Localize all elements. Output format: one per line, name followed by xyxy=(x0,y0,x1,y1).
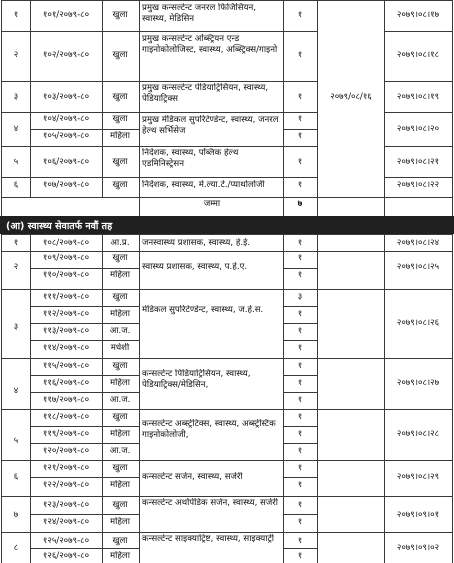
grid-line xyxy=(30,306,139,307)
row-category: महिला xyxy=(110,309,130,319)
row-category: खुला xyxy=(112,412,128,422)
row-code: ११८/२०७९-८० xyxy=(42,412,90,422)
exam-date: २०७९/०८/१६ xyxy=(330,92,372,102)
grid-line xyxy=(1,31,317,32)
row-date: २०७९।०८।२२ xyxy=(396,180,440,190)
section-heading: (आ) स्वास्थ्य सेवातर्फ नवौं तह xyxy=(6,221,113,232)
grid-line xyxy=(283,548,317,549)
grid-line xyxy=(1,146,317,147)
row-count: १ xyxy=(297,270,303,280)
row-count: १ xyxy=(297,253,303,263)
row-count: १ xyxy=(297,114,303,124)
grid-line xyxy=(139,234,140,563)
row-count: १ xyxy=(297,309,303,319)
row-count: १ xyxy=(297,343,303,353)
row-count: १ xyxy=(297,500,303,510)
row-post: कन्सल्टेन्ट साइक्याट्रिष्ट, स्वास्थ्य, साइक्याट्री xyxy=(142,534,275,544)
grid-line xyxy=(30,392,139,393)
row-code: ११६/२०७९-८० xyxy=(42,378,90,388)
row-count: १ xyxy=(297,463,303,473)
grid-line xyxy=(1,177,317,178)
row-count: १ xyxy=(297,10,303,20)
row-count: १ xyxy=(297,429,303,439)
row-serial: ३ xyxy=(13,92,19,102)
grid-line xyxy=(30,129,139,130)
row-post: कन्सल्टेन्ट पिडियाट्रिसियन, स्वास्थ्य, पेडियाट्रिक्स/मेडिसिन, xyxy=(142,369,251,390)
grid-line xyxy=(283,477,317,478)
row-code: १२४/२०७९-८० xyxy=(42,517,90,527)
row-category: महिला xyxy=(110,270,130,280)
row-category: आ.ज. xyxy=(109,395,131,405)
grid-line xyxy=(102,0,103,198)
grid-line xyxy=(30,443,139,444)
row-date: २०७९।०९।०२ xyxy=(396,543,440,553)
grid-line xyxy=(384,112,453,113)
row-date: २०७९।०८।२० xyxy=(396,124,440,134)
row-date: २०७९।०८।२९ xyxy=(396,472,440,482)
grid-line xyxy=(283,306,317,307)
row-serial: २ xyxy=(13,50,19,60)
grid-line xyxy=(317,0,318,216)
row-code: १०७/२०७९-८० xyxy=(42,180,90,190)
row-code: १०८/२०७९-८० xyxy=(42,238,90,248)
row-date: २०७९।०८।२७ xyxy=(396,378,440,388)
row-category: महिला xyxy=(110,131,130,141)
grid-line xyxy=(1,358,453,359)
row-code: ११९/२०७९-८० xyxy=(42,429,90,439)
row-code: १२०/२०७९-८० xyxy=(42,446,90,456)
grid-line xyxy=(30,340,139,341)
grid-line xyxy=(1,0,453,1)
row-serial: ८ xyxy=(13,543,19,553)
row-code: ११२/२०७९-८० xyxy=(42,309,90,319)
row-category: खुला xyxy=(112,536,128,546)
row-count: १ xyxy=(297,412,303,422)
grid-line xyxy=(30,0,31,198)
row-category: खुला xyxy=(112,10,128,20)
row-category: खुला xyxy=(112,92,128,102)
row-category: खुला xyxy=(112,361,128,371)
grid-line xyxy=(1,197,453,198)
row-count: १ xyxy=(297,446,303,456)
row-category: महिला xyxy=(110,480,130,490)
row-category: महिला xyxy=(110,378,130,388)
row-category: मधेशी xyxy=(110,343,130,353)
row-post: निर्देशक, स्वास्थ्य, पब्लिक हेल्थ एडमिनिस्ट्रेसन xyxy=(142,148,239,169)
section-heading-band xyxy=(0,216,454,234)
row-category: खुला xyxy=(112,157,128,167)
row-count: १ xyxy=(297,378,303,388)
grid-line xyxy=(1,234,453,235)
row-count: १ xyxy=(297,92,303,102)
row-code: १२३/२०७९-८० xyxy=(42,500,90,510)
row-date: २०७९।०८।२६ xyxy=(396,318,440,328)
grid-line xyxy=(384,177,453,178)
row-date: २०७९।०८।२४ xyxy=(396,238,440,248)
row-category: आ.ज. xyxy=(109,326,131,336)
grid-line xyxy=(30,548,139,549)
row-post: प्रमुख कन्सल्टेन्ट अब्स्ट्रियन एन्ड गाइनोकोलोजिस्ट, स्वास्थ्य, अब्स्ट्रिक्स/गाइनो xyxy=(142,34,278,55)
row-serial: १ xyxy=(13,238,19,248)
grid-line xyxy=(139,0,140,216)
grid-line xyxy=(452,0,453,216)
total-value: ७ xyxy=(297,199,303,209)
grid-line xyxy=(283,340,317,341)
grid-line xyxy=(384,234,385,563)
grid-line xyxy=(30,375,139,376)
row-post: प्रमुख कन्सल्टेन्ट जनरल फिजिसियन, स्वास्थ्य, मेडिसिन xyxy=(142,3,256,24)
row-category: खुला xyxy=(112,50,128,60)
grid-line xyxy=(384,0,385,216)
row-category: खुला xyxy=(112,500,128,510)
row-code: ११५/२०७९-८० xyxy=(42,361,90,371)
row-category: महिला xyxy=(110,429,130,439)
grid-line xyxy=(283,443,317,444)
row-post: कन्सल्टेन्ट अब्स्ट्रेटिक्स, स्वास्थ्य, अब्स्ट्रेस्टिक गाइनोकोलोजी, xyxy=(142,419,276,440)
row-category: खुला xyxy=(112,253,128,263)
row-code: १२२/२०७९-८० xyxy=(42,480,90,490)
row-serial: २ xyxy=(13,262,19,272)
row-code: ११०/२०७९-८० xyxy=(42,270,90,280)
row-code: १०४/२०७९-८० xyxy=(42,114,90,124)
grid-line xyxy=(1,409,453,410)
grid-line xyxy=(30,477,139,478)
row-date: २०७९।०९।०१ xyxy=(396,510,440,520)
row-category: आ.ज. xyxy=(109,446,131,456)
grid-line xyxy=(283,375,317,376)
grid-line xyxy=(283,514,317,515)
grid-line xyxy=(384,146,453,147)
row-code: ११३/२०७९-८० xyxy=(42,326,90,336)
row-code: १११/२०७९-८० xyxy=(42,292,90,302)
grid-line xyxy=(384,81,453,82)
row-category: खुला xyxy=(112,180,128,190)
row-count: १ xyxy=(297,180,303,190)
row-date: २०७९।०८।१७ xyxy=(396,10,440,20)
row-serial: ६ xyxy=(13,472,19,482)
row-code: ११७/२०७९-८० xyxy=(42,395,90,405)
row-date: २०७९।०८।२५ xyxy=(396,262,440,272)
grid-line xyxy=(1,289,453,290)
row-code: १२१/२०७९-८० xyxy=(42,463,90,473)
row-count: १ xyxy=(297,326,303,336)
row-code: १०३/२०७९-८० xyxy=(42,92,90,102)
total-label: जम्मा xyxy=(203,199,221,209)
row-post: जनस्वास्थ्य प्रशासक, स्वास्थ्य, हे.ई. xyxy=(142,238,251,248)
row-count: ३ xyxy=(297,292,303,302)
grid-line xyxy=(452,234,453,563)
row-serial: ३ xyxy=(13,322,19,332)
row-code: १०५/२०७९-८० xyxy=(42,131,90,141)
grid-line xyxy=(1,81,317,82)
row-count: १ xyxy=(297,536,303,546)
row-date: २०७९।०८।१८ xyxy=(396,50,440,60)
grid-line xyxy=(30,426,139,427)
row-code: ११४/२०७९-८० xyxy=(42,343,90,353)
row-count: १ xyxy=(297,551,303,561)
row-post: प्रमुख मेडिकल सुपरिटेण्डेन्ट, स्वास्थ्य, जनरल हेल्थ सर्भिसेज xyxy=(142,115,279,136)
row-count: १ xyxy=(297,50,303,60)
grid-line xyxy=(30,268,139,269)
grid-line xyxy=(283,323,317,324)
row-serial: १ xyxy=(13,10,19,20)
row-count: १ xyxy=(297,361,303,371)
grid-line xyxy=(283,268,317,269)
row-code: १२५/२०७९-८० xyxy=(42,536,90,546)
grid-line xyxy=(1,234,2,563)
grid-line xyxy=(283,392,317,393)
grid-line xyxy=(283,426,317,427)
row-serial: ५ xyxy=(13,436,19,446)
grid-line xyxy=(1,112,317,113)
row-date: २०७९।०८।१९ xyxy=(396,92,440,102)
row-code: १०९/२०७९-८० xyxy=(42,253,90,263)
row-serial: ५ xyxy=(13,157,19,167)
grid-line xyxy=(30,514,139,515)
grid-line xyxy=(1,460,453,461)
grid-line xyxy=(283,0,284,216)
row-category: महिला xyxy=(110,551,130,561)
grid-line xyxy=(384,31,453,32)
grid-line xyxy=(283,129,317,130)
grid-line xyxy=(1,532,453,533)
row-count: १ xyxy=(297,157,303,167)
row-code: १२६/२०७९-८० xyxy=(42,551,90,561)
row-code: १०२/२०७९-८० xyxy=(42,50,90,60)
row-count: १ xyxy=(297,480,303,490)
row-serial: ४ xyxy=(13,124,19,134)
row-post: कन्सल्टेन्ट सर्जन, स्वास्थ्य, सर्जरी xyxy=(142,472,243,482)
row-date: २०७९।०८।२८ xyxy=(396,429,440,439)
row-serial: ७ xyxy=(13,510,19,520)
grid-line xyxy=(317,234,318,563)
row-count: १ xyxy=(297,395,303,405)
row-category: महिला xyxy=(110,517,130,527)
row-post: प्रमुख कन्सल्टेन्ट पेडियाट्रिसियन, स्वास्थ्य, पेडियाट्रिक्स xyxy=(142,83,269,104)
grid-line xyxy=(30,323,139,324)
row-serial: ४ xyxy=(13,386,19,396)
row-post: मेडिकल सुपरिटेण्डेन्ट, स्वास्थ्य, ज.हे.स. xyxy=(142,305,264,315)
row-category: खुला xyxy=(112,292,128,302)
grid-line xyxy=(1,251,453,252)
row-post: स्वास्थ्य प्रशासक, स्वास्थ्य, प.हे.ए. xyxy=(142,262,248,272)
row-code: १०६/२०७९-८० xyxy=(42,157,90,167)
row-count: १ xyxy=(297,517,303,527)
row-count: १ xyxy=(297,238,303,248)
row-category: खुला xyxy=(112,114,128,124)
row-code: १०१/२०७९-८० xyxy=(42,10,90,20)
row-category: खुला xyxy=(112,463,128,473)
grid-line xyxy=(1,496,453,497)
row-serial: ६ xyxy=(13,180,19,190)
row-category: आ.प्र. xyxy=(110,238,130,248)
grid-line xyxy=(1,0,2,216)
row-post: निर्देशक, स्वास्थ्य, मे.ल्या.टे./प्याथोलोजी xyxy=(142,180,265,190)
row-post: कन्सल्टेन्ट अर्थोपेडिक सर्जन, स्वास्थ्य, सर्जरी xyxy=(142,498,278,508)
row-date: २०७९।०८।२१ xyxy=(396,157,440,167)
row-count: १ xyxy=(297,131,303,141)
